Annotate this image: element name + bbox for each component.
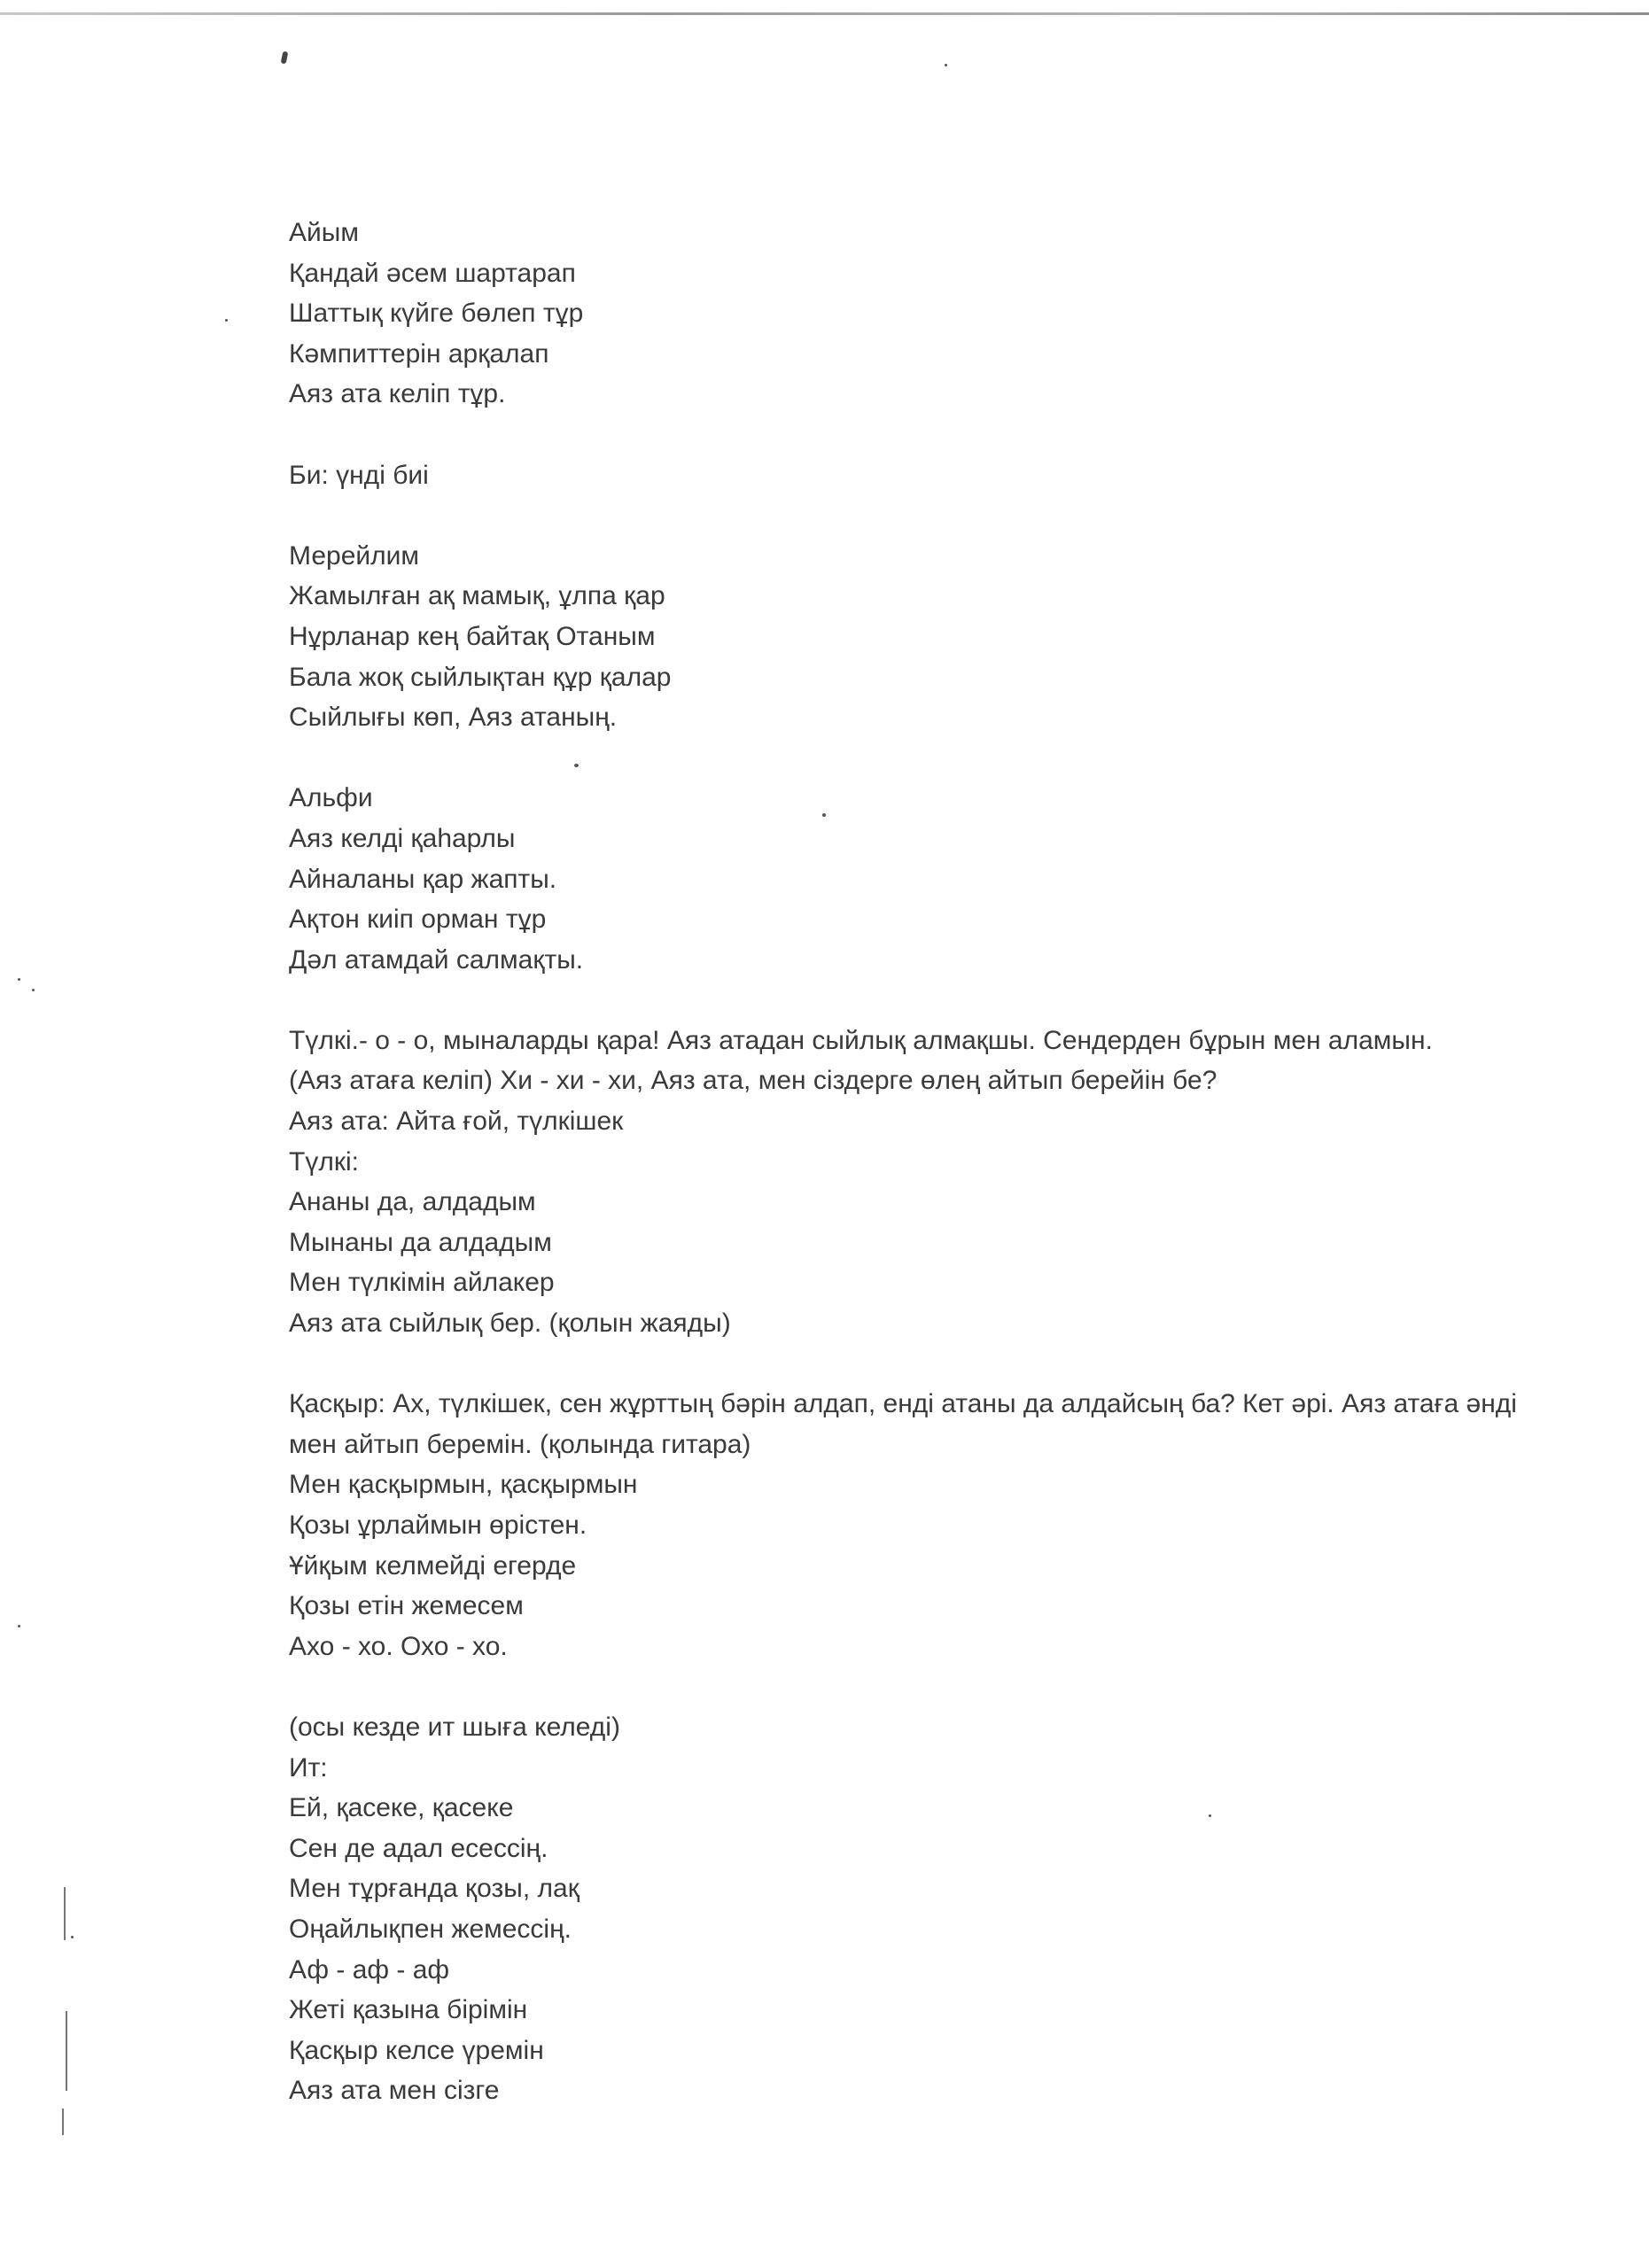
scan-edge-mark	[66, 2011, 67, 2091]
verse-line: Мен түлкімін айлакер	[289, 1268, 555, 1298]
section-aiym	[289, 213, 1556, 415]
scan-speck	[945, 64, 947, 66]
verse-line: Қандай әсем шартарап	[289, 258, 576, 288]
dialogue-line: (Аяз атаға келіп) Хи - хи - хи, Аяз ата, мен сіздерге өлең айтып берейін бе?	[289, 1066, 1217, 1096]
verse-line: Шаттық күйге бөлеп тұр	[289, 299, 584, 329]
verse-line: Ахо - хо. Охо - хо.	[289, 1631, 508, 1661]
section-fox	[289, 1021, 1556, 1344]
verse-line: Жамылған ақ мамық, ұлпа қар	[289, 581, 665, 611]
document-text	[289, 213, 1556, 2111]
verse-line: Аяз ата сыйлық бер. (қолын жаяды)	[289, 1309, 731, 1339]
verse-line: Кәмпиттерін арқалап	[289, 338, 549, 369]
verse-line: Мен қасқырмын, қасқырмын	[289, 1470, 638, 1500]
dialogue-line: Түлкі.- о - о, мыналарды қара! Аяз атадан сыйлық алмақшы. Сендерден бұрын мен аламын.	[289, 1025, 1433, 1055]
verse-line: Ұйқым келмейді егерде	[289, 1550, 577, 1581]
verse-line: Ақтон киіп орман тұр	[289, 905, 547, 935]
scan-edge-mark	[62, 2109, 64, 2135]
verse-line: Қозы ұрлаймын өрістен.	[289, 1511, 587, 1540]
stage-direction: (осы кезде ит шыға келеді)	[289, 1712, 620, 1742]
section-mereilim	[289, 536, 1556, 738]
scan-speck	[18, 1625, 20, 1627]
speaker-name: Мерейлим	[289, 540, 420, 571]
scan-edge-mark	[64, 1887, 66, 1940]
stage-direction: Би: үнді биі	[289, 460, 429, 490]
speaker-name: Түлкі:	[289, 1146, 359, 1177]
verse-line: Бала жоқ сыйлықтан құр қалар	[289, 662, 672, 692]
speaker-name: Альфи	[289, 783, 373, 813]
section-dance	[289, 455, 1556, 496]
verse-line: Сыйлығы көп, Аяз атаның.	[289, 703, 618, 733]
dialogue-line: Аяз ата: Айта ғой, түлкішек	[289, 1107, 624, 1137]
scan-speck	[32, 989, 35, 991]
verse-line: Оңайлықпен жемессің.	[289, 1914, 572, 1944]
verse-line: Сен де адал есессің.	[289, 1833, 548, 1863]
scan-speck	[281, 51, 289, 65]
section-wolf	[289, 1384, 1556, 1666]
verse-line: Аяз келді қаһарлы	[289, 823, 516, 853]
verse-line: Нұрланар кең байтақ Отаным	[289, 621, 656, 651]
scan-speck	[18, 978, 20, 981]
verse-line: Мынаны да алдадым	[289, 1227, 552, 1257]
dialogue-line: Қасқыр: Ах, түлкішек, сен жұрттың бәрін алдап, енді атаны да алдайсың ба? Кет әрі. Аяз атаға әнді мен айтып беремін. (қолында гитара)	[289, 1389, 1517, 1459]
verse-line: Аф - аф - аф	[289, 1954, 450, 1984]
verse-line: Аяз ата мен сізге	[289, 2076, 500, 2106]
verse-line: Ей, қасеке, қасеке	[289, 1793, 514, 1823]
verse-line: Қозы етін жемесем	[289, 1591, 524, 1621]
verse-line: Айналаны қар жапты.	[289, 864, 557, 894]
verse-line: Аяз ата келіп тұр.	[289, 379, 506, 409]
verse-line: Қасқыр келсе үремін	[289, 2035, 544, 2065]
scan-top-border-line	[0, 12, 1649, 15]
scan-speck	[225, 319, 228, 322]
verse-line: Жеті қазына бірімін	[289, 1995, 528, 2025]
section-dog	[289, 1707, 1556, 2111]
speaker-name: Айым	[289, 218, 359, 247]
verse-line: Ананы да, алдадым	[289, 1187, 536, 1217]
verse-line: Мен тұрғанда қозы, лақ	[289, 1874, 579, 1904]
scan-speck	[71, 1936, 74, 1938]
section-alfi	[289, 778, 1556, 980]
speaker-name: Ит:	[289, 1752, 328, 1783]
verse-line: Дәл атамдай салмақты.	[289, 944, 584, 975]
